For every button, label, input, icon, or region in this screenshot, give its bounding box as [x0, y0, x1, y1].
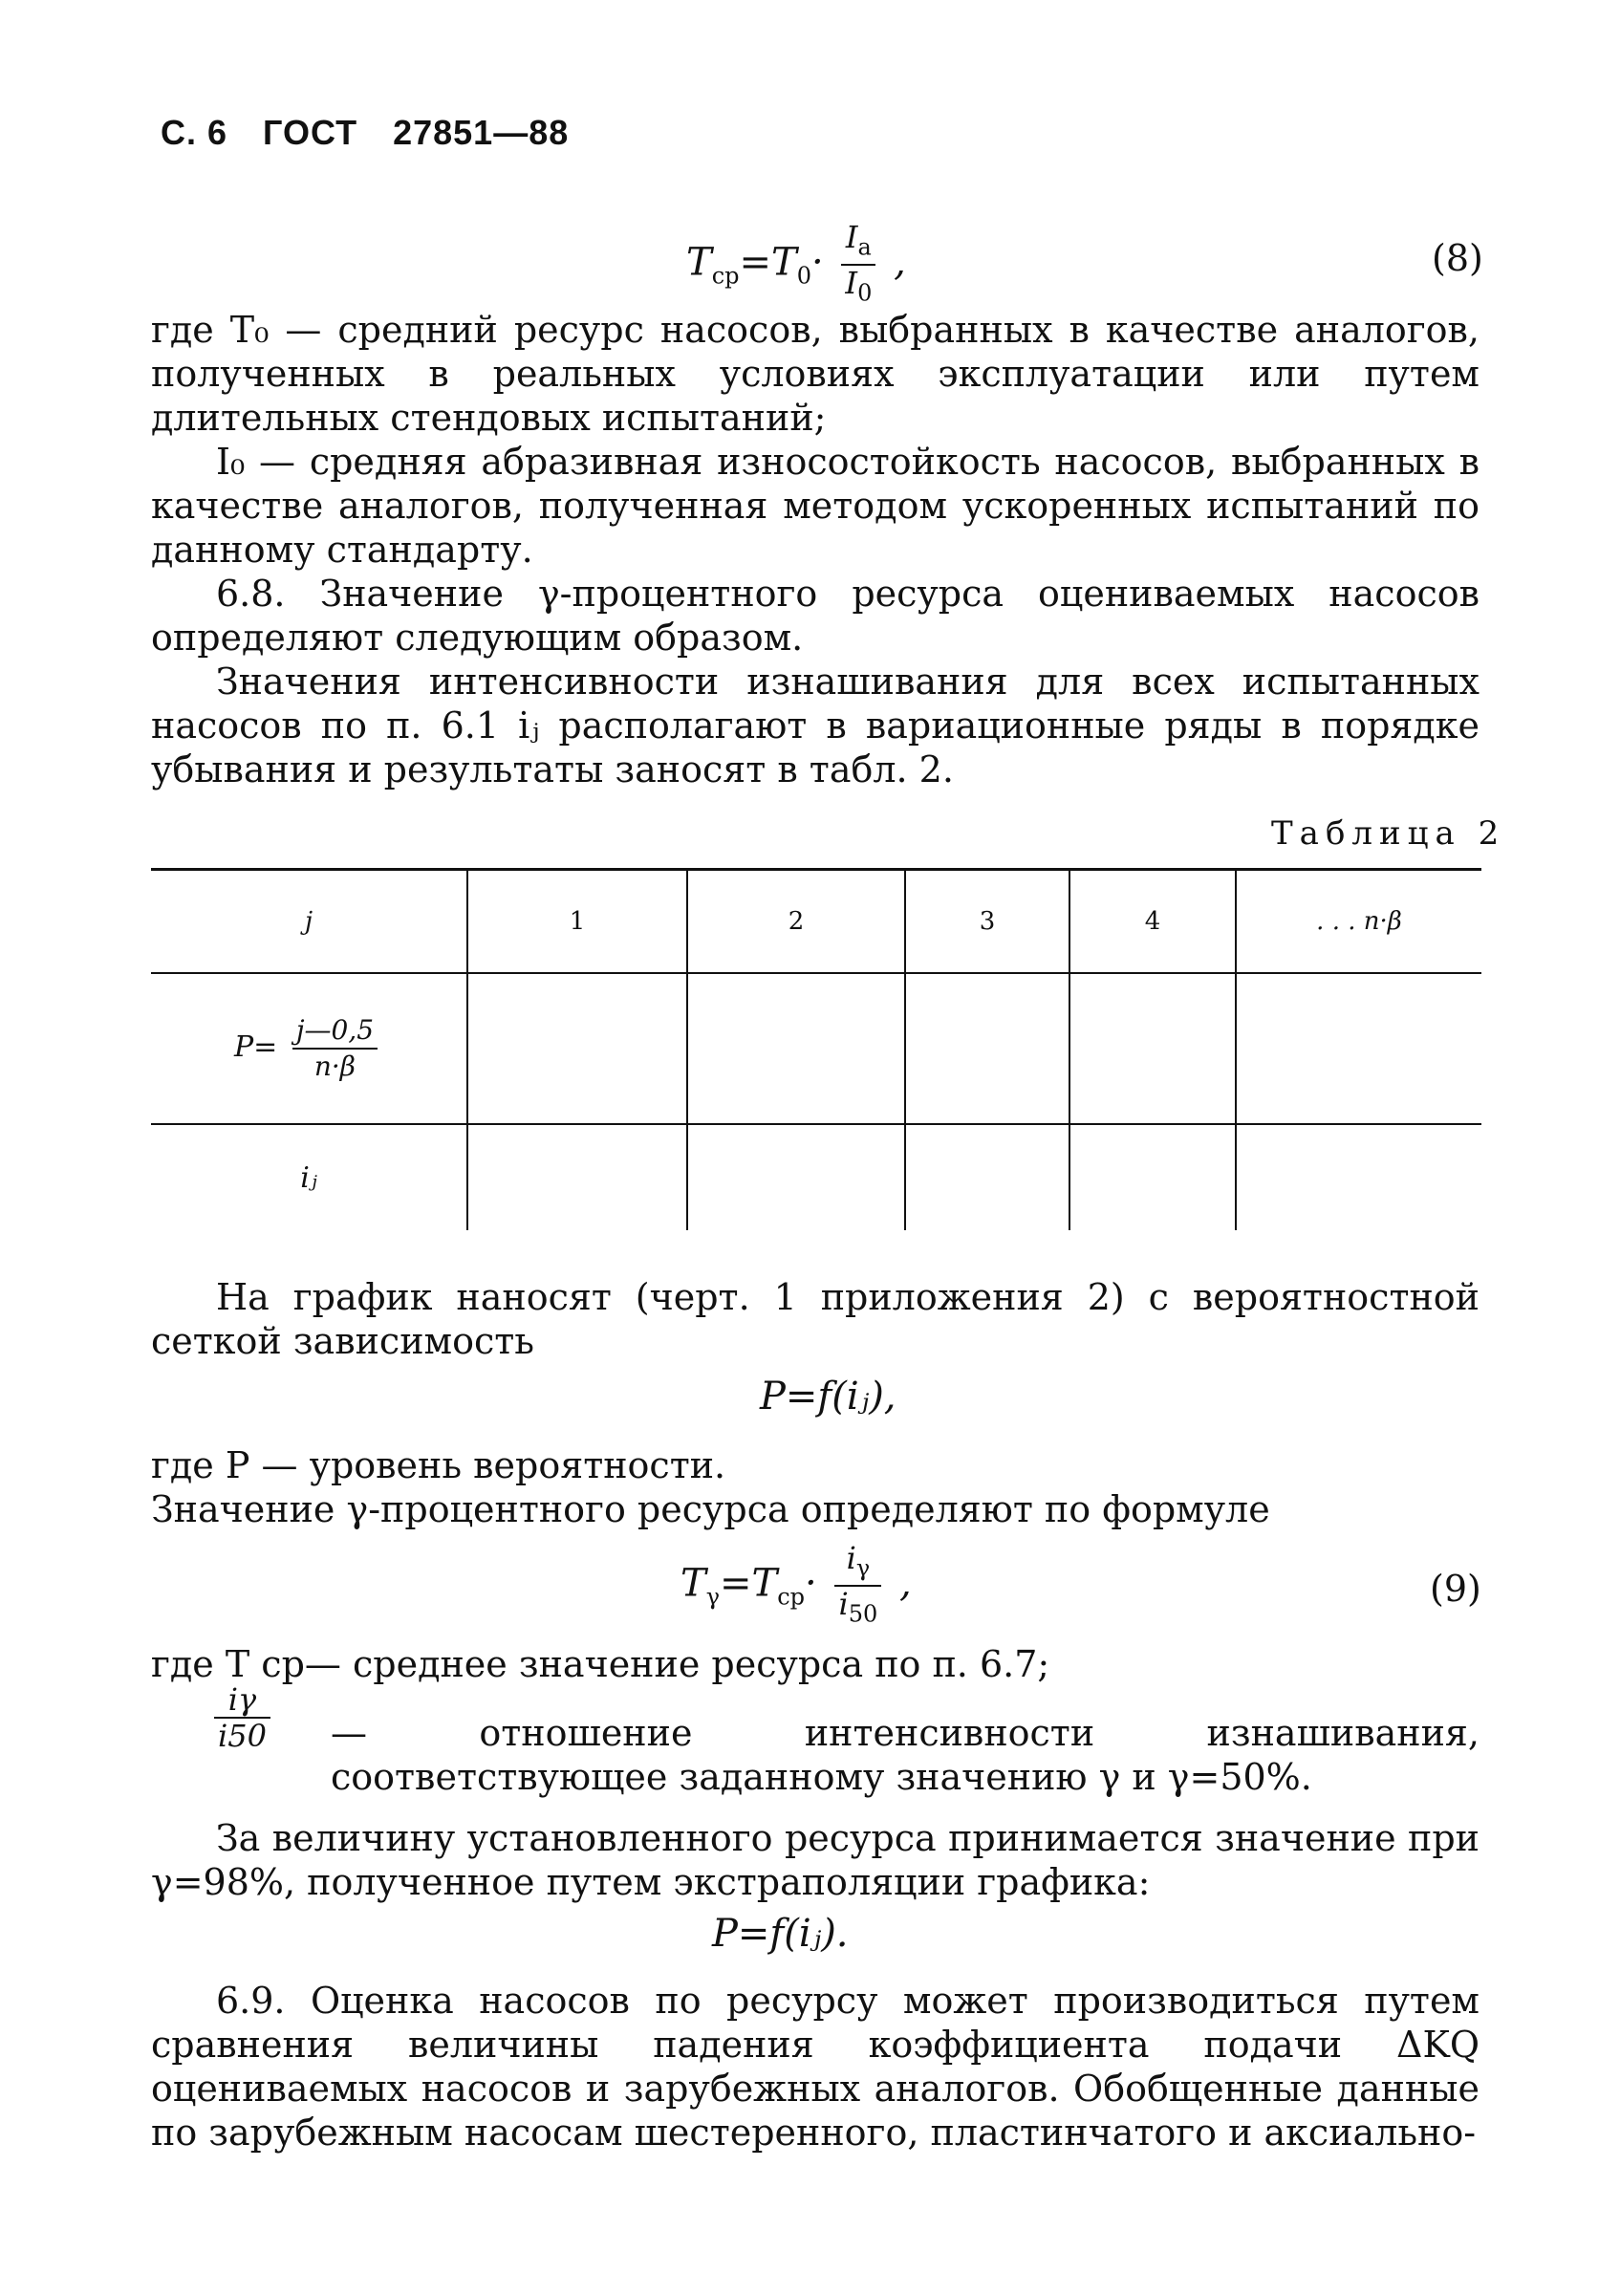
- formula-8-num: I: [845, 219, 858, 255]
- ratio-fraction-inner: [214, 1682, 270, 1753]
- paragraph-9: — отношение интенсивности изнашивания, соответствующее заданному значению γ и γ=50%.: [331, 1712, 1480, 1798]
- standard-number: 27851—88: [393, 113, 570, 152]
- paragraph-4: Значения интенсивности изнашивания для всех испытанных насосов по п. 6.1 iⱼ располагают в вариационные ряды в порядке убывания и результаты заносят в табл. 2.: [151, 661, 1480, 791]
- formula-8-t-sub: 0: [796, 262, 811, 290]
- formula-9-lhs-sub: γ: [705, 1583, 721, 1611]
- table-cell: [1069, 1124, 1236, 1230]
- formula-9-number: (9): [1430, 1568, 1481, 1610]
- formula-8-den: I: [845, 265, 858, 302]
- table-cell: [687, 973, 905, 1124]
- formula-8-lhs-sub: ср: [711, 262, 740, 290]
- ratio-num: iγ: [214, 1682, 270, 1719]
- table-caption: Таблица 2: [1271, 814, 1506, 853]
- table-cell: [1236, 973, 1481, 1124]
- paragraph-11: 6.9. Оценка насосов по ресурсу может производиться путем сравнения величины падения коэффициента подачи ΔKQ оцениваемых насосов и зарубежных аналогов. Обобщенные данные по зарубежным насосам шестеренного, пластинчатого и аксиально-: [151, 1980, 1480, 2154]
- table-i-label: iⱼ: [300, 1160, 317, 1195]
- formula-9-lhs: T: [680, 1561, 706, 1606]
- formula-9-num-sub: γ: [855, 1554, 871, 1582]
- page-number: С. 6: [161, 113, 228, 152]
- paragraph-10: За величину установленного ресурса принимается значение при γ=98%, полученное путем экстраполяции графика:: [151, 1817, 1480, 1903]
- formula-9: [680, 1541, 912, 1632]
- table-cell: [467, 973, 687, 1124]
- formula-8-lhs: T: [686, 240, 712, 285]
- formula-8-fraction: [841, 220, 875, 311]
- table-cell: [467, 1124, 687, 1230]
- formula-8-dot: ·: [810, 240, 824, 285]
- paragraph-2: I₀ — средняя абразивная износостойкость насосов, выбранных в качестве аналогов, полученная методом ускоренных испытаний по данному стандарту.: [151, 441, 1480, 571]
- table-cell: [905, 1124, 1069, 1230]
- paragraph-8: где T ср— среднее значение ресурса по п. 6.7;: [151, 1643, 1050, 1685]
- formula-8-num-sub: a: [857, 233, 872, 261]
- formula-8-number: (8): [1432, 237, 1483, 279]
- ratio-den: i50: [218, 1718, 267, 1754]
- paragraph-3: 6.8. Значение γ-процентного ресурса оцениваемых насосов определяют следующим образом.: [151, 573, 1480, 659]
- table-p-num: j—0,5: [292, 1013, 378, 1050]
- formula-9-t-sub: ср: [777, 1583, 806, 1611]
- formula-8-comma: ,: [894, 240, 906, 285]
- formula-9-comma: ,: [898, 1561, 912, 1606]
- formula-8-den-sub: 0: [857, 279, 873, 307]
- formula-9-fraction: [834, 1541, 881, 1632]
- table-p-formula: [151, 973, 467, 1124]
- table-header-cell: 4: [1069, 870, 1236, 974]
- table-header-cell: . . . n·β: [1236, 870, 1481, 974]
- table-cell: [905, 973, 1069, 1124]
- formula-9-den-sub: 50: [848, 1600, 878, 1628]
- formula-9-num: i: [846, 1540, 856, 1576]
- formula-9-eq: =T: [720, 1561, 778, 1606]
- table-2: [151, 868, 1481, 1230]
- paragraph-6: где P — уровень вероятности.: [151, 1444, 726, 1486]
- table-cell: [1236, 1124, 1481, 1230]
- formula-9-den: i: [838, 1586, 849, 1623]
- paragraph-1: где T₀ — средний ресурс насосов, выбранных в качестве аналогов, полученных в реальных условиях эксплуатации или путем длительных стендовых испытаний;: [151, 309, 1480, 439]
- formula-8: [686, 220, 906, 311]
- formula-8-eq: =T: [739, 240, 797, 285]
- paragraph-5: На график наносят (черт. 1 приложения 2) с вероятностной сеткой зависимость: [151, 1276, 1480, 1362]
- table-cell: [1069, 973, 1236, 1124]
- paragraph-7: Значение γ-процентного ресурса определяют по формуле: [151, 1488, 1270, 1530]
- standard-label: ГОСТ: [263, 113, 358, 152]
- formula-9-dot: ·: [805, 1561, 817, 1606]
- table-header-cell: 2: [687, 870, 905, 974]
- table-header-cell: j: [151, 870, 467, 974]
- formula-p-2: P=f(iⱼ).: [712, 1912, 849, 1956]
- table-p-den: n·β: [313, 1051, 356, 1082]
- page-header: [161, 113, 594, 153]
- table-p-lhs: P=: [233, 1030, 278, 1064]
- ratio-fraction: [208, 1682, 276, 1753]
- table-row: [151, 1124, 1481, 1230]
- table-header-cell: 3: [905, 870, 1069, 974]
- formula-p-1: P=f(iⱼ),: [760, 1375, 896, 1419]
- table-row: [151, 973, 1481, 1124]
- table-header-cell: 1: [467, 870, 687, 974]
- table-cell: [687, 1124, 905, 1230]
- table-header-row: [151, 870, 1481, 974]
- table-p-fraction: [292, 1013, 378, 1084]
